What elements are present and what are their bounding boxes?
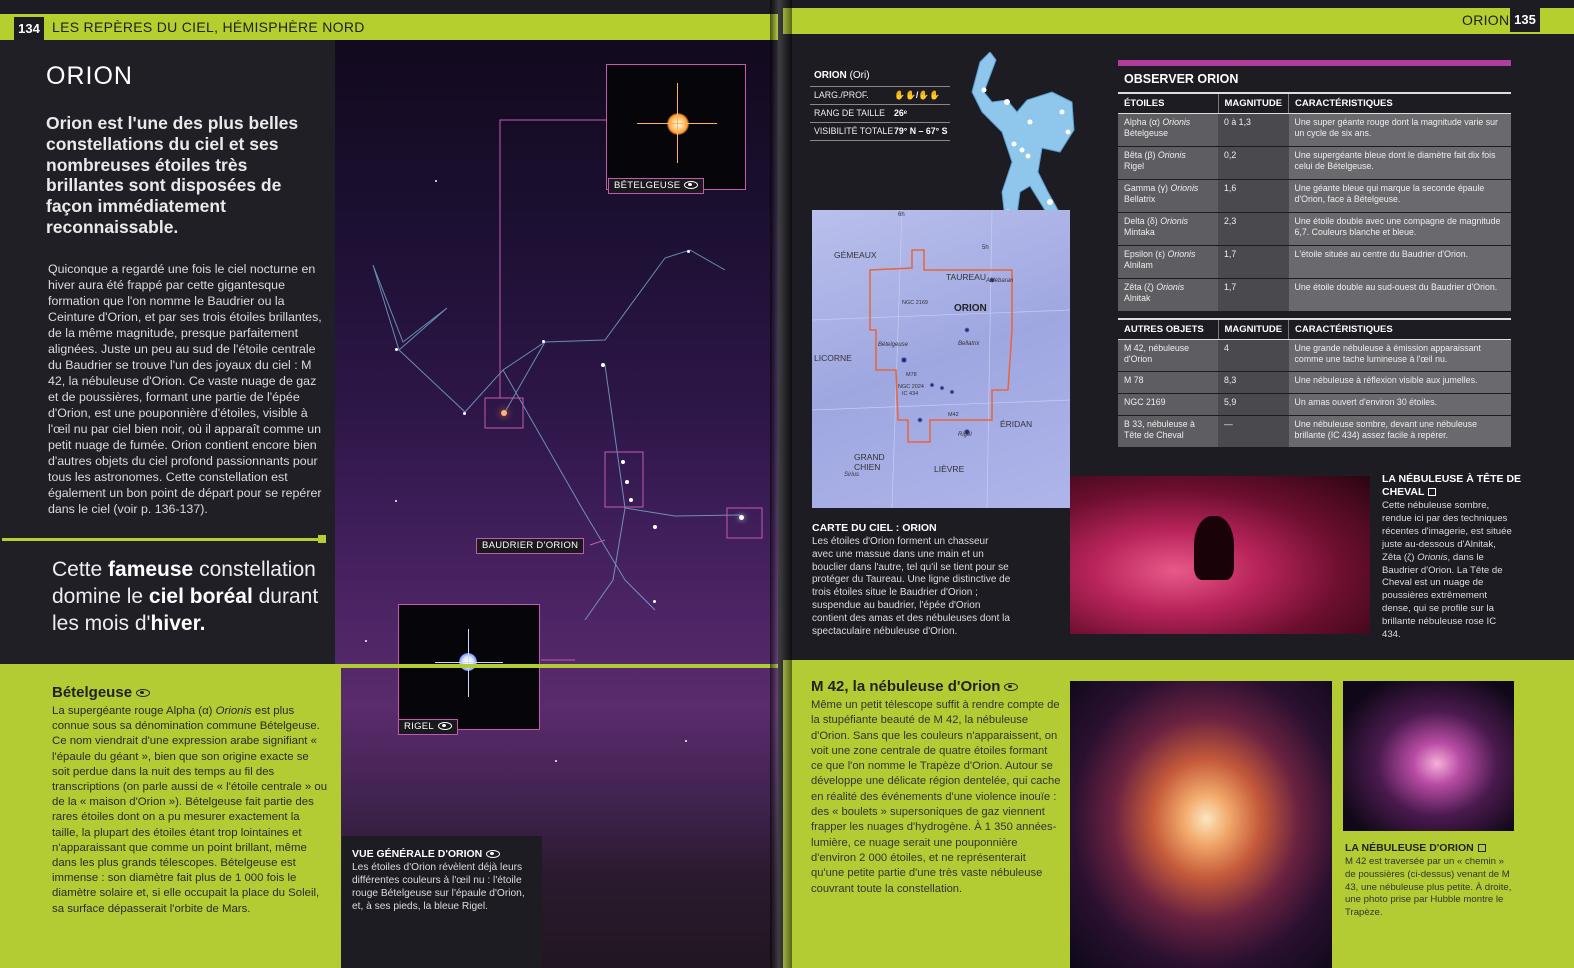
star-common-name: Alnilam <box>1124 259 1153 270</box>
m42-nebula-photo <box>1070 681 1332 968</box>
star-name-part: Delta (δ) <box>1124 216 1161 226</box>
table-row <box>1118 246 1511 279</box>
betelgeuse-star <box>501 410 507 416</box>
m42-heading <box>811 678 1018 695</box>
betelgeuse-text-italic: Orionis <box>215 705 252 717</box>
object-name: B 33, nébuleuse à Tête de Cheval <box>1118 416 1218 448</box>
betelgeuse-label-text: BÉTELGEUSE <box>614 180 681 191</box>
quote-bold: hiver. <box>150 612 206 635</box>
horsehead-heading <box>1382 473 1522 499</box>
info-row-label: RANG DE TAILLE <box>814 108 886 118</box>
star-name <box>1118 180 1218 213</box>
book-spine <box>770 0 792 968</box>
star-name-part: Bêta (β) <box>1124 150 1158 160</box>
star-name-italic: Orionis <box>1170 183 1199 193</box>
table-row <box>1118 394 1511 416</box>
star-name-italic: Orionis <box>1157 150 1186 160</box>
map-label-aldebaran: Aldébaran <box>986 278 1014 284</box>
info-box-title <box>814 70 870 81</box>
star-name-part: Alpha (α) <box>1124 117 1163 127</box>
left-header-title: LES REPÈRES DU CIEL, HÉMISPHÈRE NORD <box>52 19 365 35</box>
star <box>653 600 656 603</box>
betelgeuse-inset <box>606 64 746 190</box>
star <box>395 500 397 502</box>
star <box>739 515 744 520</box>
object-magnitude: 4 <box>1218 340 1289 372</box>
map-label-eridan: ÉRIDAN <box>1000 419 1033 429</box>
info-row-label: VISIBILITÉ TOTALE <box>814 126 894 136</box>
map-label-betelgeuse: Bételgeuse <box>878 342 909 348</box>
star-description: Une étoile double au sud-ouest du Baudrier d'Orion. <box>1289 279 1511 312</box>
vue-generale-heading <box>352 848 500 860</box>
map-label-orion: ORION <box>954 303 987 314</box>
star-description: Une étoile double avec une compagne de magnitude 6,7. Couleurs blanche et bleue. <box>1289 213 1511 246</box>
right-page-number: 135 <box>1510 8 1540 32</box>
object-magnitude: 5,9 <box>1218 394 1289 416</box>
map-label-lievre: LIÈVRE <box>934 464 965 474</box>
objects-table <box>1118 318 1511 448</box>
stars-table <box>1118 92 1511 312</box>
star-common-name: Rigel <box>1124 160 1145 171</box>
map-label-5h: 5h <box>982 245 989 251</box>
horsehead-text-part: Cette nébuleuse sombre, rendue ici par des techniques récentes d'imagerie, est située juste au-dessous d'Alnitak, Zêta (ζ) <box>1382 500 1512 563</box>
object-name: M 42, nébuleuse d'Orion <box>1118 340 1218 372</box>
rigel-label <box>398 719 458 735</box>
info-row-label: LARG./PROF. <box>814 90 869 100</box>
map-label-6h: 6h <box>898 212 905 218</box>
constellation-info-box <box>810 66 950 146</box>
map-label-m42: M42 <box>948 412 959 418</box>
star-name <box>1118 114 1218 147</box>
star-name-part: Epsilon (ε) <box>1124 249 1168 259</box>
star-magnitude: 1,7 <box>1218 246 1289 279</box>
map-label-licorne: LICORNE <box>814 353 852 363</box>
star <box>365 640 367 642</box>
betelgeuse-heading-text: Bételgeuse <box>52 684 133 701</box>
star <box>555 760 557 762</box>
info-box-abbr: (Ori) <box>849 70 870 81</box>
star-magnitude: 1,7 <box>1218 279 1289 312</box>
column-header: MAGNITUDE <box>1218 93 1289 114</box>
vue-generale-heading-text: VUE GÉNÉRALE D'ORION <box>352 848 483 860</box>
star-common-name: Alnitak <box>1124 292 1151 303</box>
star <box>685 740 687 742</box>
star-name-italic: Orionis <box>1156 282 1185 292</box>
map-label-ngc2169: NGC 2169 <box>902 300 928 306</box>
star-name <box>1118 279 1218 312</box>
horsehead-silhouette <box>1194 516 1234 580</box>
column-header: CARACTÉRISTIQUES <box>1289 319 1511 340</box>
map-label-grand-chien <box>854 452 885 472</box>
star <box>653 525 657 529</box>
star-name <box>1118 213 1218 246</box>
star-description: Une supergéante bleue dont le diamètre fait dix fois celui de Bételgeuse. <box>1289 147 1511 180</box>
m42-text: Même un petit télescope suffit à rendre compte de la stupéfiante beauté de M 42, la nébuleuse d'Orion. Sans que les couleurs n'apparaissent, on voit une zone centrale de quatre étoiles formant ce que l'on nomme le Trapèze d'Orion. Autour se développe une délicate région dentelée, qui cache en réalité des événements d'une violence inouïe : des « boulets » supersoniques de gaz viennent frapper les nuages d'hydrogène. À 1 350 années-lumière, ce nuage serait une pouponnière d'environ 2 000 étoiles, et ne représenterait qu'une petite partie d'une très vaste nébuleuse couvrant toute la constellation. <box>811 699 1061 895</box>
body-paragraph: Quiconque a regardé une fois le ciel nocturne en hiver aura été frappé par cette gigantesque formation que l'on nomme le Baudrier ou la Ceinture d'Orion, et par ses trois étoiles brillantes, de la même magnitude, presque parfaitement alignées. Juste un peu au sud de l'étoile centrale du Baudrier se trouve l'un des joyaux du ciel : M 42, la nébuleuse d'Orion. Ce vaste nuage de gaz et de poussières, formant une partie de l'épée d'Orion, est une pouponnière d'étoiles, visible à l'œil nu par ciel bien noir, où il apparaît comme un petit nuage de fumée. Orion contient encore bien d'autres objets du ciel profond passionnants pour tous les astronomes. Cette constellation est également un bon point de départ pour se repérer dans le ciel (voir p. 136-137). <box>48 262 322 516</box>
star-common-name: Bételgeuse <box>1124 127 1169 138</box>
star <box>601 363 605 367</box>
star-description: Une géante bleue qui marque la seconde épaule d'Orion, face à Bételgeuse. <box>1289 180 1511 213</box>
info-row-value: 26ᵉ <box>894 108 908 118</box>
page-title: ORION <box>46 62 133 90</box>
vue-generale-text: Les étoiles d'Orion révèlent déjà leurs différentes couleurs à l'œil nu : l'étoile rouge Bételgeuse sur l'épaule d'Orion, et, à ses pieds, la bleue Rigel. <box>352 862 525 912</box>
map-label-sirius: Sirius <box>844 472 860 478</box>
star <box>395 348 398 351</box>
map-label-chien: CHIEN <box>854 462 881 472</box>
m42-heading-text: M 42, la nébuleuse d'Orion <box>811 678 1001 695</box>
star-common-name: Bellatrix <box>1124 193 1156 204</box>
star-name <box>1118 246 1218 279</box>
info-row <box>810 122 950 141</box>
quote-part: constellation domine le <box>52 558 316 608</box>
object-description: Un amas ouvert d'environ 30 étoiles. <box>1289 394 1511 416</box>
naked-eye-icon <box>136 689 150 697</box>
column-header: AUTRES OBJETS <box>1118 319 1218 340</box>
object-magnitude: — <box>1218 416 1289 448</box>
column-header: MAGNITUDE <box>1218 319 1289 340</box>
table-row <box>1118 416 1511 448</box>
table-row <box>1118 372 1511 394</box>
quote-part: durant les mois d' <box>52 585 319 635</box>
naked-eye-icon <box>438 722 452 730</box>
betelgeuse-text-part: La supergéante rouge Alpha (α) <box>52 705 216 717</box>
column-header: ÉTOILES <box>1118 93 1218 114</box>
quote-bold: ciel boréal <box>148 585 253 608</box>
quote-part: Cette <box>52 558 109 581</box>
object-description: Une nébuleuse à réflexion visible aux jumelles. <box>1289 372 1511 394</box>
left-page-number: 134 <box>14 17 44 41</box>
m43-nebula-photo <box>1343 681 1514 831</box>
star-description: L'étoile située au centre du Baudrier d'Orion. <box>1289 246 1511 279</box>
diffraction-spike <box>677 83 678 163</box>
betelgeuse-text-part: est plus connue sous sa dénomination commune Bételgeuse. Ce nom viendrait d'une expression arabe signifiant « l'épaule du géant », bien que son origine exacte se soit perdue dans la nuit des temps au fil des transcriptions (on parle aussi de « l'étoile centrale » ou de la « maison d'Orion »). Bételgeuse fait partie des rares étoiles dont on a pu mesurer exactement la taille, la plupart des étoiles étant trop lointaines et n'apparaissant que comme un point brillant, même dans les plus grands télescopes. Bételgeuse est immense : son diamètre fait plus de 1 000 fois le diamètre solaire et, si elle occupait la place du Soleil, sa surface dépasserait l'orbite de Mars. <box>52 705 328 915</box>
star-magnitude: 0 à 1,3 <box>1218 114 1289 147</box>
star-name <box>1118 147 1218 180</box>
star-magnitude: 0,2 <box>1218 147 1289 180</box>
table-row <box>1118 340 1511 372</box>
star-name-part: Gamma (γ) <box>1124 183 1171 193</box>
star <box>435 180 437 182</box>
table-row <box>1118 180 1511 213</box>
divider-end <box>318 535 326 543</box>
object-description: Une grande nébuleuse à émission apparaissant comme une tache lumineuse à l'œil nu. <box>1289 340 1511 372</box>
object-name: M 78 <box>1118 372 1218 394</box>
m43-heading <box>1345 842 1486 854</box>
right-header-title: ORION <box>1462 12 1510 28</box>
map-label-bellatrix: Bellatrix <box>958 341 980 347</box>
map-label-gemeaux: GÉMEAUX <box>834 250 877 260</box>
table-row <box>1118 114 1511 147</box>
info-row <box>810 86 950 104</box>
object-name: NGC 2169 <box>1118 394 1218 416</box>
horsehead-text <box>1382 500 1516 642</box>
sky-chart <box>812 210 1070 508</box>
star-description: Une super géante rouge dont la magnitude varie sur un cycle de six ans. <box>1289 114 1511 147</box>
quote-bold: fameuse <box>108 558 194 581</box>
betelgeuse-text <box>52 704 328 917</box>
object-magnitude: 8,3 <box>1218 372 1289 394</box>
column-header: CARACTÉRISTIQUES <box>1289 93 1511 114</box>
intro-paragraph: Orion est l'une des plus belles constellations du ciel et ses nombreuses étoiles très brillantes sont disposées de façon immédiatement reconnaissable. <box>46 113 299 237</box>
table-row <box>1118 279 1511 312</box>
star <box>463 412 466 415</box>
star <box>542 340 545 343</box>
diffraction-spike <box>435 662 503 663</box>
baudrier-label: BAUDRIER D'ORION <box>476 538 584 554</box>
rigel-label-text: RIGEL <box>404 721 435 732</box>
info-row-value: 79° N – 67° S <box>894 126 948 136</box>
betelgeuse-heading <box>52 684 150 701</box>
map-label-m78: M78 <box>906 372 917 378</box>
betelgeuse-inset-star <box>667 113 689 135</box>
naked-eye-icon <box>684 181 698 189</box>
sky-chart-caption-text: Les étoiles d'Orion forment un chasseur avec une massue dans une main et un bouclier dans l'autre, tel qu'il se tient pour se protéger du Taureau. Une ligne distinctive de trois étoiles situe le Baudrier d'Orion ; suspendue au baudrier, l'épée d'Orion contient des amas et des nébuleuses dont la spectaculaire nébuleuse d'Orion. <box>812 536 1011 637</box>
sky-chart-caption-title: CARTE DU CIEL : ORION <box>812 522 937 534</box>
star-name-part: Zêta (ζ) <box>1124 282 1157 292</box>
telescope-icon <box>1428 488 1436 496</box>
map-label-taureau: TAUREAU <box>946 272 986 282</box>
map-label-grand: GRAND <box>854 452 885 462</box>
map-label-rigel: Rigel <box>958 432 972 438</box>
diffraction-spike <box>468 629 469 697</box>
star-magnitude: 2,3 <box>1218 213 1289 246</box>
info-row <box>810 104 950 122</box>
m43-heading-text: LA NÉBULEUSE D'ORION <box>1345 842 1474 854</box>
horsehead-heading-text: LA NÉBULEUSE À TÊTE DE CHEVAL <box>1382 473 1522 498</box>
naked-eye-icon <box>1004 683 1018 691</box>
object-description: Une nébuleuse sombre, devant une nébuleuse brillante (IC 434) assez facile à repérer. <box>1289 416 1511 448</box>
horsehead-text-italic: Orionis <box>1417 551 1448 563</box>
star-name-italic: Orionis <box>1160 216 1189 226</box>
star <box>625 480 629 484</box>
table-row <box>1118 147 1511 180</box>
telescope-icon <box>1478 844 1486 852</box>
right-header-bar <box>783 8 1574 34</box>
m43-text: M 42 est traversée par un « chemin » de poussières (ci-dessus) venant de M 43, une nébuleuse plus petite. À droite, une photo prise par Hubble montre le Trapèze. <box>1345 856 1512 919</box>
horsehead-text-part: , dans le Baudrier d'Orion. La Tête de Cheval est un nuage de poussières extrêmement dense, qui se profile sur la brillante nébuleuse rose IC 434. <box>1382 551 1503 641</box>
table-title: OBSERVER ORION <box>1124 72 1239 86</box>
star <box>629 498 633 502</box>
star-common-name: Mintaka <box>1124 226 1155 237</box>
table-header-row <box>1118 319 1511 340</box>
naked-eye-icon <box>486 850 500 858</box>
star <box>621 460 625 464</box>
map-label-ngc2024: NGC 2024 <box>898 384 924 390</box>
map-label-ic434: IC 434 <box>902 391 919 397</box>
table-header-row <box>1118 93 1511 114</box>
table-row <box>1118 213 1511 246</box>
divider <box>2 538 326 541</box>
star-name-italic: Orionis <box>1162 117 1191 127</box>
star-name-italic: Orionis <box>1167 249 1196 259</box>
hand-span-icon: ✋✋/✋✋ <box>894 90 941 100</box>
star <box>687 250 690 253</box>
star-magnitude: 1,6 <box>1218 180 1289 213</box>
betelgeuse-label <box>608 178 704 194</box>
table-accent-bar <box>1118 60 1511 66</box>
info-box-title-text: ORION <box>814 70 847 81</box>
pull-quote <box>52 556 332 637</box>
